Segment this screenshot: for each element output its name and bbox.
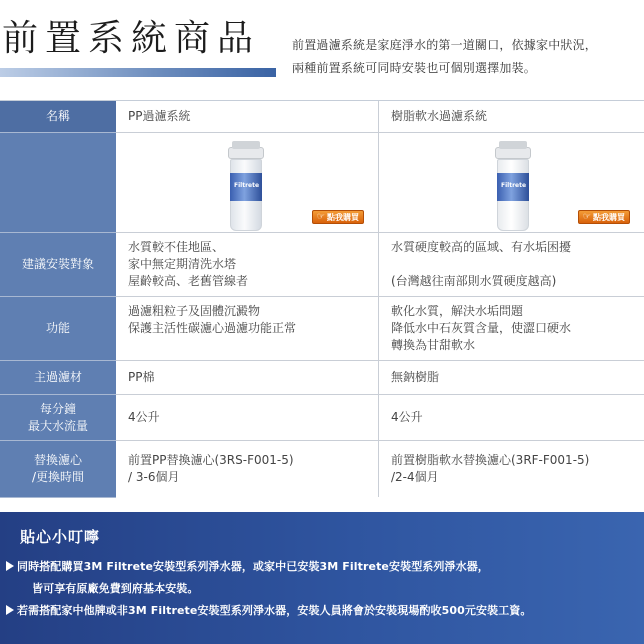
row-label-target: 建議安裝對象 [0, 233, 116, 297]
flow-resin: 4公升 [378, 395, 644, 440]
table-row-flow [0, 395, 644, 441]
buy-button-resin[interactable] [578, 210, 630, 224]
function-resin: 軟化水質，解決水垢問題 降低水中石灰質含量，使澀口硬水 轉換為甘甜軟水 [378, 297, 644, 360]
table-row-function [0, 297, 644, 361]
comparison-table [0, 100, 644, 497]
function-pp: 過濾粗粒子及固體沉澱物 保護主活性碳濾心過濾功能正常 [128, 304, 297, 335]
media-pp: PP棉 [128, 370, 155, 384]
resin-filter-image: Filtrete [493, 141, 533, 231]
intro-line: 兩種前置系統可同時安裝也可個別選擇加裝。 [292, 61, 537, 75]
replace-resin: 前置樹脂軟水替換濾心(3RF-F001-5) /2-4個月 [378, 441, 644, 497]
table-row-media [0, 361, 644, 395]
product-image-resin [378, 133, 644, 232]
row-label-function: 功能 [0, 297, 116, 361]
tips-panel [0, 512, 644, 644]
row-label-flow: 每分鐘 最大水流量 [0, 395, 116, 441]
page-header [0, 0, 644, 96]
intro-text [292, 34, 642, 80]
row-label-media: 主過濾材 [0, 361, 116, 395]
tips-line-2: 皆可享有原廠免費到府基本安裝。 [32, 582, 199, 595]
buy-button-label: 點我購買 [593, 212, 625, 222]
buy-button-label: 點我購買 [327, 212, 359, 222]
title-underline [0, 68, 276, 77]
media-resin: 無鈉樹脂 [378, 361, 644, 394]
buy-button-pp[interactable] [312, 210, 364, 224]
table-row-image [0, 133, 644, 233]
pp-filter-image: Filtrete [226, 141, 266, 231]
tips-line-3: 若需搭配家中他牌或非3M Filtrete安裝型系列淨水器，安裝人員將會於安裝現場酌收500元安裝工資。 [6, 602, 532, 618]
replace-pp: 前置PP替換濾心(3RS-F001-5) / 3-6個月 [128, 453, 294, 484]
intro-line: 前置過濾系統是家庭淨水的第一道關口，依據家中狀況， [292, 38, 598, 52]
column-header-name: 名稱 [0, 101, 116, 133]
target-pp: 水質較不佳地區、 家中無定期清洗水塔 屋齡較高、老舊管線者 [128, 240, 249, 288]
row-label-image [0, 133, 116, 233]
table-row-target [0, 233, 644, 297]
product-image-pp [116, 133, 378, 232]
table-header-row [0, 101, 644, 133]
pointing-hand-icon: ☞ [316, 211, 325, 222]
triangle-arrow-icon [6, 561, 14, 571]
row-label-replace: 替換濾心 /更換時間 [0, 441, 116, 498]
tips-title: 貼心小叮嚀 [20, 528, 101, 546]
flow-pp: 4公升 [128, 410, 160, 424]
column-header-resin: 樹脂軟水過濾系統 [378, 101, 644, 132]
page-title: 前置系統商品 [2, 18, 261, 59]
column-header-pp: PP過濾系統 [128, 109, 191, 123]
tips-line-1: 同時搭配購買3M Filtrete安裝型系列淨水器，或家中已安裝3M Filtrete安裝型系列淨水器， [6, 558, 489, 574]
triangle-arrow-icon [6, 605, 14, 615]
pointing-hand-icon: ☞ [582, 211, 591, 222]
target-resin: 水質硬度較高的區域、有水垢困擾 (台灣越往南部則水質硬度越高) [378, 233, 644, 296]
table-row-replace [0, 441, 644, 497]
